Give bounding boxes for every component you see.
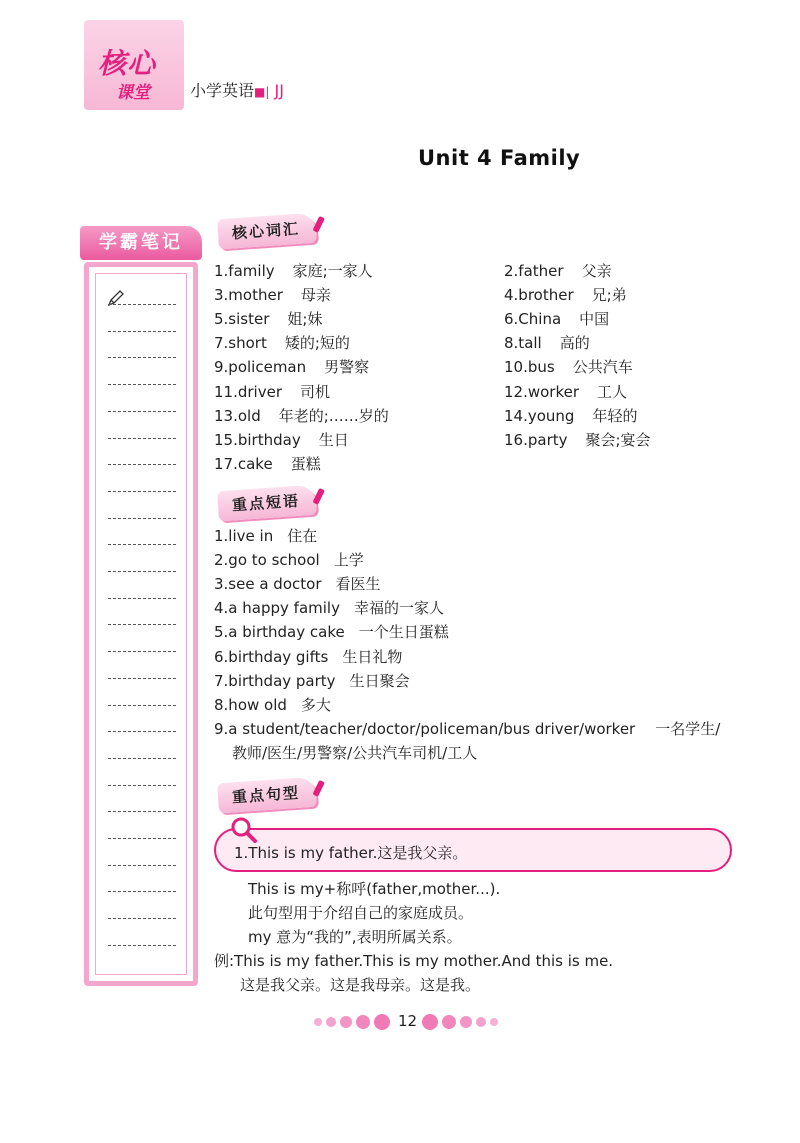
note-line — [108, 491, 176, 492]
note-line — [108, 758, 176, 759]
phrase-chinese: 生日聚会 — [349, 671, 410, 690]
phrase-chinese: 生日礼物 — [342, 647, 403, 666]
vocab-item — [214, 382, 330, 402]
note-line — [108, 811, 176, 812]
note-line — [108, 918, 176, 919]
note-line — [108, 624, 176, 625]
unit-title: Unit 4 Family — [418, 146, 581, 170]
vocab-item — [504, 309, 609, 329]
phrase-english: 1.live in — [214, 527, 274, 545]
vocab-item — [504, 406, 637, 426]
page-footer — [310, 1010, 500, 1034]
note-line — [108, 331, 176, 332]
edition-label: JJ — [274, 81, 284, 100]
vocab-item — [214, 357, 369, 377]
note-line — [108, 891, 176, 892]
phrase-9-continuation: 教师/医生/男警察/公共汽车司机/工人 — [232, 744, 478, 762]
vocab-item — [214, 430, 349, 450]
note-line — [108, 544, 176, 545]
footer-dot — [356, 1015, 370, 1029]
vocab-chinese: 年轻的 — [592, 406, 638, 425]
phrase-english: 8.how old — [214, 695, 287, 714]
explanation-2: 此句型用于介绍自己的家庭成员。 — [248, 904, 474, 922]
magnifier-icon — [230, 816, 258, 844]
vocab-english: 12.worker — [504, 382, 580, 401]
vocab-english: 10.bus — [504, 358, 555, 377]
vocab-english: 15.birthday — [214, 430, 301, 449]
vocab-english: 2.father — [504, 262, 564, 280]
page-number: 12 — [398, 1012, 418, 1030]
tag-mark — [312, 216, 324, 233]
key-sentence-1: 1.This is my father.这是我父亲。 — [234, 844, 468, 862]
logo-text-1: 核心 — [98, 47, 157, 80]
note-line — [108, 785, 176, 786]
key-sentence-box — [214, 828, 732, 872]
vocab-english: 5.sister — [214, 310, 270, 329]
vocab-chinese: 矮的;短的 — [284, 334, 350, 353]
note-line — [108, 945, 176, 946]
note-line — [108, 304, 176, 305]
footer-dot — [460, 1016, 472, 1028]
footer-dot — [422, 1014, 438, 1030]
vocab-english: 13.old — [214, 406, 261, 425]
subject-label: 小学英语 — [190, 81, 255, 100]
vocab-english: 8.tall — [504, 334, 542, 353]
vocab-english: 6.China — [504, 310, 562, 329]
phrase-chinese: 住在 — [287, 527, 318, 545]
vocab-english: 1.family — [214, 262, 275, 280]
vocab-item — [214, 309, 322, 329]
phrase-item — [214, 574, 381, 594]
tag-mark — [312, 488, 324, 505]
vocab-chinese: 年老的;……岁的 — [278, 406, 389, 425]
phrase-item — [214, 647, 402, 667]
vocab-chinese: 公共汽车 — [572, 358, 633, 377]
vocab-english: 16.party — [504, 430, 568, 449]
note-line — [108, 438, 176, 439]
example-chinese: 这是我父亲。这是我母亲。这是我。 — [240, 976, 481, 994]
example-english: 例:This is my father.This is my mother.And this is me. — [214, 952, 614, 970]
note-line — [108, 384, 176, 385]
note-line — [108, 651, 176, 652]
vocab-chinese: 蛋糕 — [290, 454, 321, 473]
notes-inner-border — [95, 273, 187, 975]
vocab-chinese: 聚会;宴会 — [585, 430, 651, 449]
footer-dot — [314, 1018, 322, 1026]
phrase-english: 9.a student/teacher/doctor/policeman/bus driver/worker — [214, 719, 636, 738]
vocab-item — [504, 357, 633, 377]
vocab-item — [504, 261, 612, 281]
vocab-chinese: 中国 — [579, 310, 610, 329]
section-tag-phrases-label: 重点短语 — [231, 491, 301, 515]
vocab-english: 14.young — [504, 406, 575, 425]
vocab-item — [214, 454, 321, 474]
note-line — [108, 518, 176, 519]
note-line — [108, 571, 176, 572]
note-line — [108, 731, 176, 732]
header-separator: ■| — [254, 85, 270, 99]
vocab-item — [504, 333, 590, 353]
footer-dot — [490, 1018, 498, 1026]
note-line — [108, 357, 176, 358]
vocab-english: 4.brother — [504, 286, 574, 305]
vocab-chinese: 兄;弟 — [591, 286, 627, 305]
vocab-chinese: 司机 — [299, 382, 330, 401]
vocab-item — [214, 261, 373, 281]
phrase-item — [214, 550, 364, 570]
section-tag-sentences — [217, 777, 317, 814]
explanation-1: This is my+称呼(father,mother...). — [248, 880, 501, 898]
vocab-chinese: 生日 — [318, 430, 349, 449]
section-tag-sentences-label: 重点句型 — [231, 783, 301, 807]
note-line — [108, 705, 176, 706]
vocab-chinese: 家庭;一家人 — [292, 262, 373, 280]
vocab-item — [504, 285, 627, 305]
vocab-item — [214, 333, 350, 353]
vocab-item — [214, 285, 331, 305]
note-line — [108, 678, 176, 679]
phrase-english: 2.go to school — [214, 551, 320, 570]
phrase-item — [214, 671, 410, 691]
footer-dot — [374, 1014, 390, 1030]
note-line — [108, 865, 176, 866]
footer-dot — [476, 1017, 486, 1027]
phrase-item — [214, 719, 720, 739]
vocab-english: 9.policeman — [214, 358, 307, 377]
phrase-item — [214, 695, 331, 715]
vocab-chinese: 男警察 — [324, 358, 370, 377]
phrase-chinese: 幸福的一家人 — [353, 599, 444, 618]
footer-dot — [326, 1017, 336, 1027]
phrase-chinese: 看医生 — [335, 575, 381, 594]
phrase-english: 5.a birthday cake — [214, 623, 345, 642]
logo — [84, 20, 184, 110]
vocab-chinese: 父亲 — [581, 262, 612, 280]
footer-dot — [442, 1015, 456, 1029]
section-tag-vocab-label: 核心词汇 — [231, 219, 301, 243]
phrase-english: 7.birthday party — [214, 671, 336, 690]
phrase-chinese: 上学 — [333, 551, 364, 570]
vocab-english: 3.mother — [214, 286, 283, 305]
section-tag-phrases — [217, 485, 317, 522]
vocab-item — [504, 430, 651, 450]
note-line — [108, 464, 176, 465]
phrase-item — [214, 526, 317, 546]
phrase-english: 6.birthday gifts — [214, 647, 329, 666]
vocab-chinese: 工人 — [597, 382, 628, 401]
vocab-item — [504, 382, 627, 402]
explanation-3: my 意为“我的”,表明所属关系。 — [248, 928, 462, 946]
phrase-chinese: 一个生日蛋糕 — [358, 623, 449, 642]
vocab-english: 7.short — [214, 334, 267, 353]
pencil-icon — [106, 288, 126, 308]
phrase-item — [214, 622, 449, 642]
footer-dot — [340, 1016, 352, 1028]
phrase-item — [214, 598, 444, 618]
tag-mark — [312, 780, 324, 797]
section-tag-vocab — [217, 213, 317, 250]
notes-tab: 学霸笔记 — [80, 226, 202, 260]
note-line — [108, 838, 176, 839]
vocab-english: 17.cake — [214, 454, 273, 473]
phrase-chinese: 多大 — [300, 695, 331, 714]
header-title — [190, 78, 284, 101]
vocab-item — [214, 406, 389, 426]
vocab-english: 11.driver — [214, 382, 282, 401]
phrase-chinese: 一名学生/ — [655, 719, 721, 738]
note-line — [108, 598, 176, 599]
vocab-chinese: 高的 — [559, 334, 590, 353]
note-line — [108, 411, 176, 412]
phrase-english: 3.see a doctor — [214, 575, 322, 594]
vocab-chinese: 母亲 — [300, 286, 331, 305]
phrase-english: 4.a happy family — [214, 599, 340, 618]
vocab-chinese: 姐;妹 — [287, 310, 323, 329]
notes-panel — [84, 262, 198, 986]
logo-text-2: 课堂 — [116, 83, 150, 103]
